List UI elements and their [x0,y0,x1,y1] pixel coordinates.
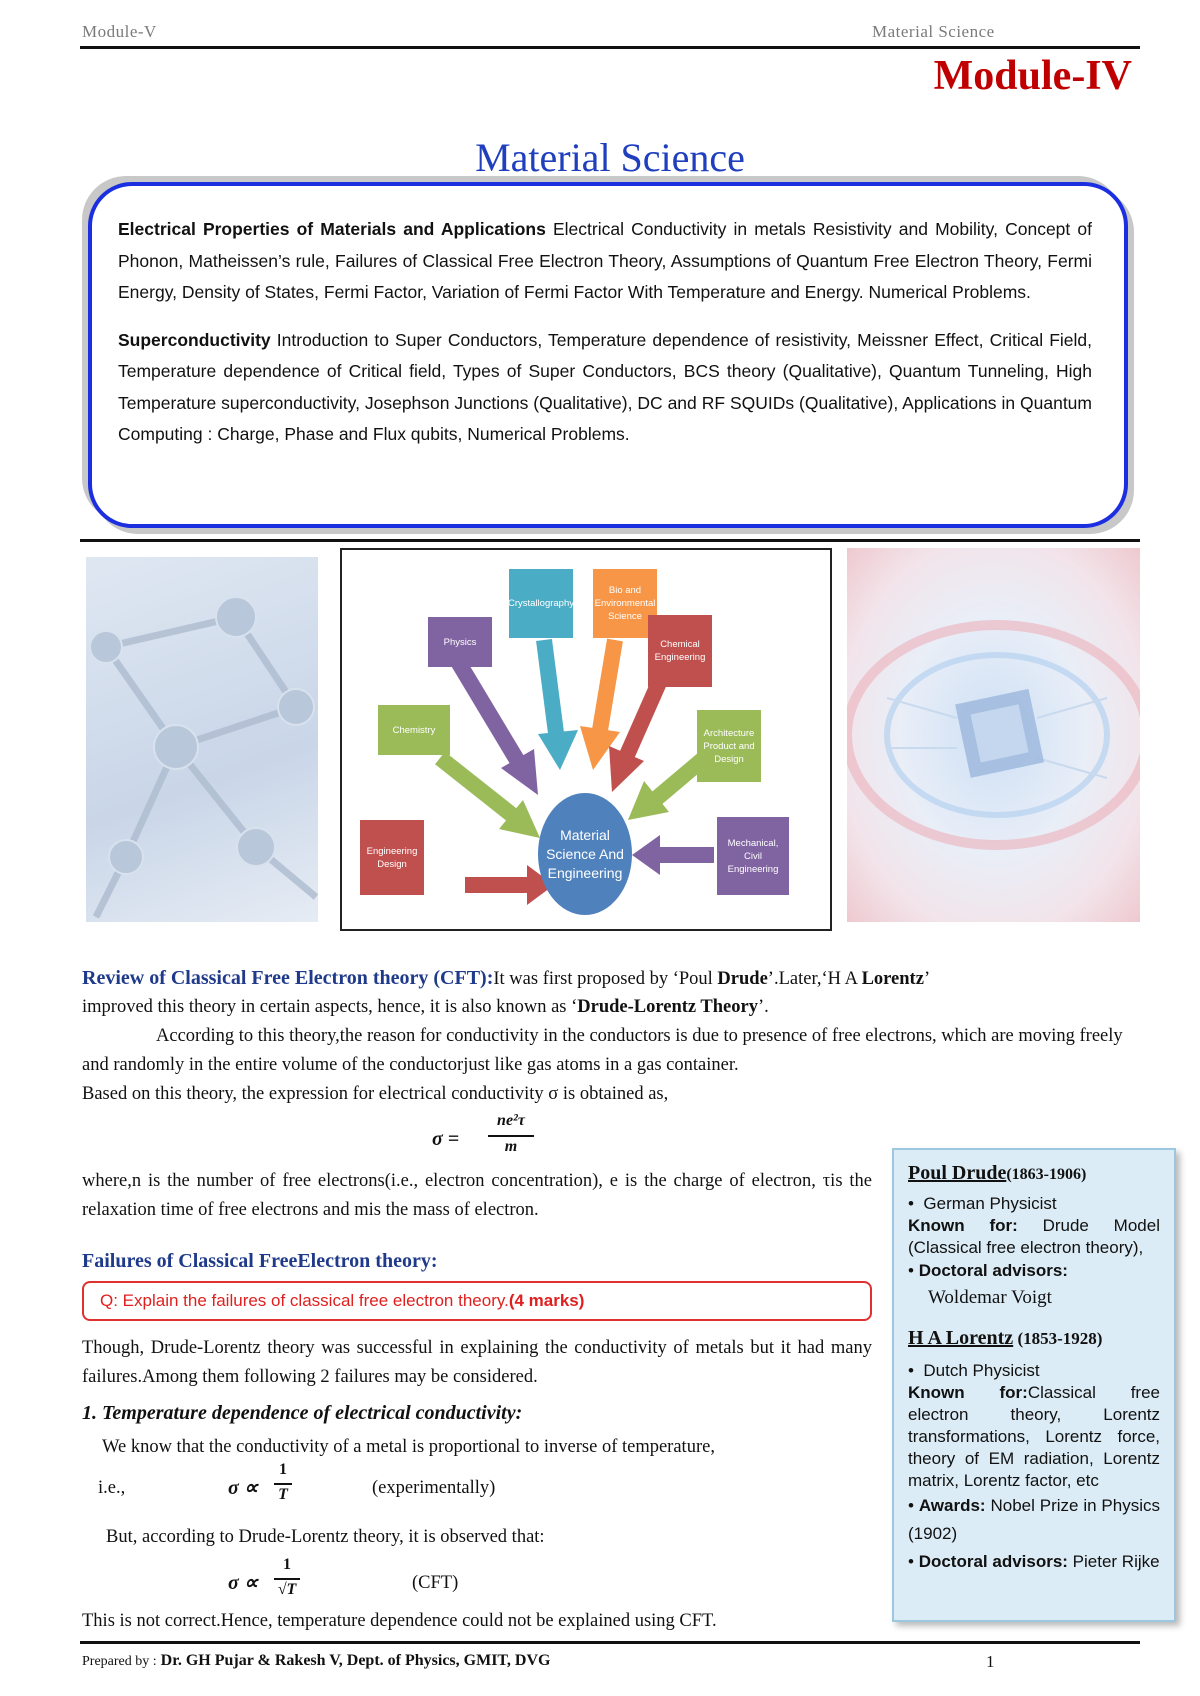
bullet-icon: • [908,1496,919,1515]
syllabus-superconductivity-text: Introduction to Super Conductors, Temperature dependence of resistivity, Meissner Effect, Critical Field, Temperature dependence of Critical field, Types of Super Conductors, BCS theory (Qualitative), Quantum Tunneling, High Temperature superconductivity, Josephson Junctions (Qualitative), DC and RF SQUIDs (Qualitative), Applications in Quantum Computing : Charge, Phase and Flux qubits, Numerical Problems. [118,329,1092,444]
footer-credit [82,1652,550,1670]
ie-text: i.e., [98,1478,126,1498]
syllabus-heading-electrical: Electrical Properties of Materials and Applications [118,219,546,239]
node-mechanical-civil: Mechanical, Civil Engineering [717,817,789,895]
footer-text: Dr. GH Pujar & Rakesh V, Dept. of Physics, GMIT, DVG [156,1652,551,1669]
formula2-lhs: σ ∝ [228,1572,259,1594]
know-text: We know that the conductivity of a metal is proportional to inverse of temperature, [102,1437,715,1457]
page-title: Material Science [475,135,745,180]
review-l2-c: ’. [757,997,769,1017]
biography-sidebar [892,1148,1176,1622]
review-text-c: ’.Later,‘H A [767,969,862,989]
lorentz-awards: Nobel Prize in Physics (1902) [908,1496,1160,1543]
conclusion-text: This is not correct.Hence, temperature dependence could not be explained using CFT. [82,1611,717,1631]
molecule-image [86,557,318,922]
lorentz-nationality: Dutch Physicist [923,1361,1040,1380]
lorentz-advisors: Pieter Rijke [1067,1552,1160,1571]
review-l2-b: Drude-Lorentz Theory [577,997,758,1017]
header-left: Module-V [82,22,157,41]
but-text: But, according to Drude-Lorentz theory, it is observed that: [106,1527,545,1547]
review-line1 [82,964,1142,994]
lorentz-known-label: Known for: [908,1383,1028,1402]
arrow-crystallography [538,730,578,770]
question-marks: (4 marks) [508,1291,585,1310]
review-paragraph-2: According to this theory,the reason for conductivity in the conductors is due to presence of free electrons, which are moving freely and randomly in the entire volume of the conductorjust like gas atoms in a gas container. [82,1026,1123,1075]
review-text-a: It was first proposed by ‘Poul [493,969,718,989]
formula2-note: (CFT) [412,1573,459,1593]
node-crystallography: Crystallography [509,569,573,638]
failures-intro: Though, Drude-Lorentz theory was successful in explaining the conductivity of metals but it had many failures.Among them following 2 failures may be considered. [82,1338,872,1387]
lorentz-name: H A Lorentz [908,1327,1014,1349]
review-l2-a: improved this theory in certain aspects, hence, it is also known as ‘ [82,997,578,1017]
arrow-mechanical [632,835,660,875]
failure-item-1: 1. Temperature dependence of electrical conductivity: [82,1402,523,1424]
bullet-icon: • [908,1552,919,1571]
lorentz-years: (1853-1928) [1013,1329,1103,1348]
question-text: Q: Explain the failures of classical free electron theory. [100,1291,509,1310]
lorentz-known: Classical free electron theory, Lorentz transformations, Lorentz force, theory of EM radiation, Lorentz matrix, Lorentz factor, etc [908,1383,1160,1490]
header-right: Material Science [872,22,995,41]
drude-known-label: Known for: [908,1216,1018,1235]
lorentz-advisors-label: Doctoral advisors: [918,1552,1068,1571]
question-box [82,1281,872,1321]
formula1-note: (experimentally) [372,1478,496,1498]
review-lorentz: Lorentz [861,969,924,989]
formula2-numerator: 1 [283,1556,291,1573]
syllabus-text [118,214,1092,510]
review-drude: Drude [717,969,768,989]
formula1-denominator: T [278,1486,288,1503]
chip-graphic [847,548,1140,922]
section-rule [80,539,1140,542]
node-chemistry: Chemistry [378,705,450,755]
node-chemical-engineering: Chemical Engineering [648,615,712,687]
molecule-graphic [86,557,318,922]
review-line2 [82,993,1142,1022]
material-science-diagram [340,548,832,931]
review-heading: Review of Classical Free Electron theory (CFT): [82,967,494,989]
chip-image [847,548,1140,922]
drude-known: Drude Model (Classical free electron theory), [908,1216,1160,1257]
syllabus-heading-superconductivity: Superconductivity [118,329,271,350]
sigma-formula-denominator: m [504,1138,518,1155]
page-number: 1 [986,1652,995,1671]
drude-advisors: Woldemar Voigt [928,1287,1052,1308]
lorentz-awards-label: Awards: [918,1496,986,1515]
drude-nationality: German Physicist [923,1194,1057,1213]
bullet-icon: • [908,1361,924,1380]
sigma-formula-bar [488,1135,534,1137]
header-rule [80,46,1140,49]
module-label: Module-IV [933,53,1132,99]
formula1-bar [274,1483,292,1485]
node-physics: Physics [428,617,492,667]
node-engineering-design: Engineering Design [360,820,424,895]
sigma-formula-numerator: ne²τ [497,1112,525,1129]
drude-name: Poul Drude [908,1162,1007,1184]
formula1-numerator: 1 [279,1461,287,1478]
review-text-e: ’ [923,969,931,989]
footer-rule [80,1641,1140,1644]
failures-heading: Failures of Classical FreeElectron theory: [82,1250,438,1272]
review-where: where,n is the number of free electrons(i.e., electron concentration), e is the charge of electron, τis the relaxation time of free electrons and mis the mass of electron. [82,1171,872,1220]
review-paragraph-3: Based on this theory, the expression for electrical conductivity σ is obtained as, [82,1084,669,1104]
bullet-icon: • [908,1261,919,1280]
bullet-icon: • [908,1194,924,1213]
drude-years: (1863-1906) [1006,1166,1087,1183]
footer-prefix: Prepared by : [82,1654,157,1669]
node-center-material-science: Material Science And Engineering [538,793,632,915]
sigma-formula-lhs: σ = [432,1128,460,1150]
formula2-denominator: √T [277,1581,297,1598]
formula1-lhs: σ ∝ [228,1477,259,1499]
formula2-bar [274,1578,300,1580]
syllabus-electrical-text: Electrical Conductivity in metals Resistivity and Mobility, Concept of Phonon, Matheissen’s rule, Failures of Classical Free Electron Theory, Assumptions of Quantum Free Electron Theory, Fermi Energy, Density of States, Fermi Factor, Variation of Fermi Factor With Temperature and Energy. Numerical Problems. [118,219,1092,302]
node-bio-environmental: Bio and Environmental Science [593,569,657,638]
drude-advisors-label: Doctoral advisors: [918,1261,1068,1280]
node-architecture: Architecture Product and Design [697,710,761,782]
